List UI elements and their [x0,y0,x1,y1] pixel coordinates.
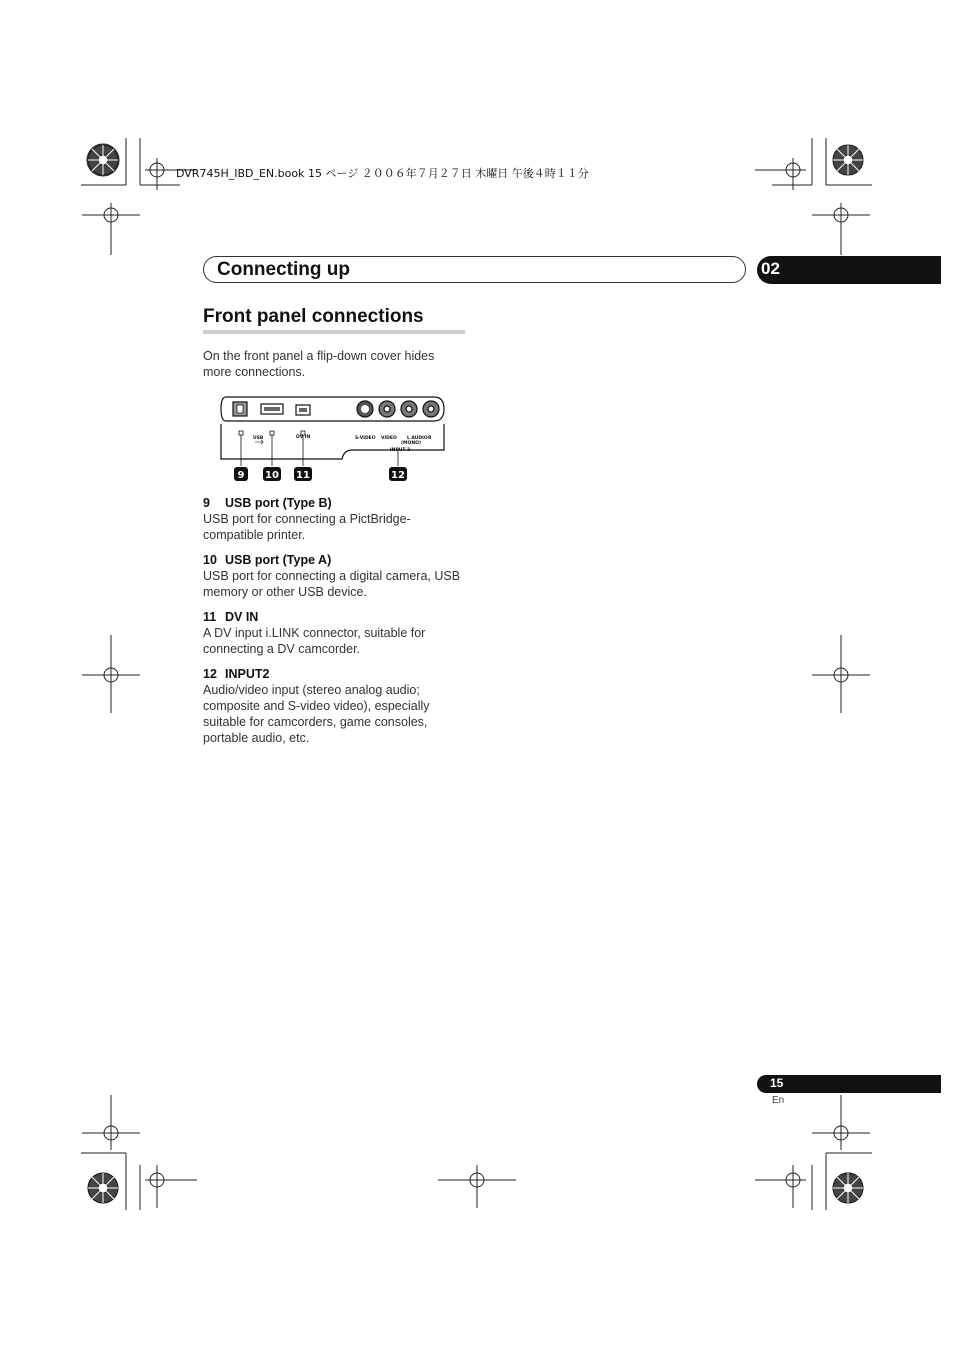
item-title: INPUT2 [225,667,270,681]
starburst-icon [833,1173,863,1203]
chapter-number: 02 [761,259,780,278]
page-language: En [772,1095,785,1106]
starburst-icon [833,145,863,175]
item-usb-type-b [203,495,465,543]
page-number-pill [757,1075,941,1093]
callout-12: 12 [391,470,405,481]
callout-10: 10 [265,470,279,481]
chapter-number-pill [757,256,941,284]
item-title: DV IN [225,610,259,624]
print-header: DVR745H_IBD_EN.book 15 ページ ２００６年７月２７日 木曜日 午後４時１１分 [176,167,589,180]
item-text: USB port for connecting a digital camera, USB memory or other USB device. [203,569,461,599]
item-number: 9 [203,496,210,510]
mono-label: (MONO) [401,441,422,446]
dv-in-label: DV IN [296,435,311,440]
callout-9: 9 [237,470,245,481]
item-number: 11 [203,610,217,624]
r-label: R [428,436,432,441]
item-text: Audio/video input (stereo analog audio; composite and S-video video), especially suitable for camcorders, game consoles, portable audio, etc. [203,683,430,745]
item-input2 [203,666,465,746]
input2-label: INPUT 2 [390,448,411,453]
usb-label: USB [253,436,264,441]
front-panel-diagram [218,394,448,486]
page-number: 15 [770,1076,784,1090]
s-video-label: S-VIDEO [355,436,376,441]
starburst-icon [88,1173,118,1203]
callout-11: 11 [296,470,310,481]
section-rule [203,330,465,334]
chapter-title: Connecting up [217,259,350,280]
item-number: 12 [203,667,217,681]
item-dv-in [203,609,465,657]
item-title: USB port (Type B) [225,496,332,510]
starburst-icon [88,145,118,175]
l-audio-label: L AUDIO [407,436,428,441]
video-label: VIDEO [381,436,397,441]
item-title: USB port (Type A) [225,553,332,567]
section-intro: On the front panel a flip-down cover hides more connections. [203,349,435,379]
item-usb-type-a [203,552,465,600]
item-text: USB port for connecting a PictBridge-compatible printer. [203,512,411,542]
item-number: 10 [203,553,217,567]
section-title: Front panel connections [203,306,424,327]
item-text: A DV input i.LINK connector, suitable for connecting a DV camcorder. [203,626,426,656]
